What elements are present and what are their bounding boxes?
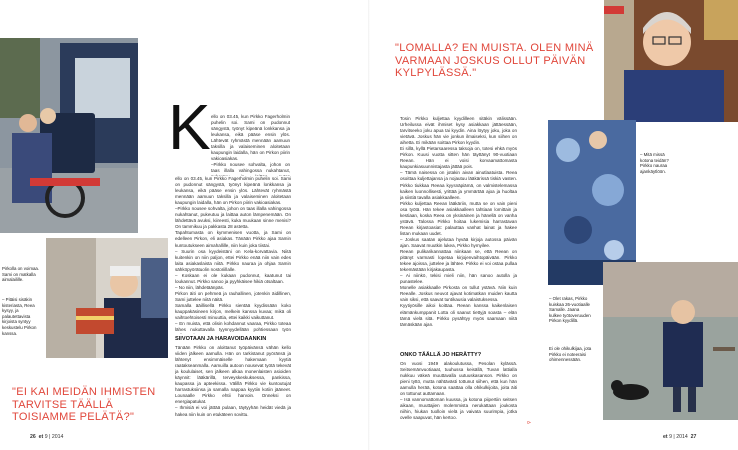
- article-column-1-continued: ello on 03.45, kun Pirkko Fagerholmin puhelin soi. Sami on pudonnut sängystä, työnyt kipeänä lonkkansa ja leukansa, eikä pääse ensin ylös. Lähtevät ryhmästä mennään aamuun taksilla ja valaiseminen aloitetaan kaupungin laidalla, hän on Pirkon piirin vakioasiakas. –Pirkko nousee sohvalta, johon on taas illalla vahingossa nukahtanut, pukeutuu ja laittaa auton lämpenemään. On lähdettävä avuksi, kiireesti, kuka muukaan sinne menisi? On tammikuu ja pakkasta 28 astetta. Tapahtumasta on kymmenisen vuotta, ja Sami on edelleen Pirkon, eli asiakas. Tänään Pirkko ajaa Samin kuntoutukseen aimahallille, niin kuin joka tiistai. – Suurin osa kyydeistäni on Kela-korvattavia. Niitä kuitenkin on niin paljon, ettei Pirkko enää niin vain edes laita asiakaslaista niitä. Pirkko nauraa ja ohjaa Samin sähköpyörätuolin nostoriillalle. – Koskaan ei ole kukaan pudonnut, kaatunut tai loukannut. Pirkko sanoo ja pyyhkäisee hikiä otsaltaan. – No niin, lähdetäänpäs. Pirkon äiti on pehmeä ja rauhallinen, jotenkin äidillinen, Sami juttelee niitä näitä. Samalla ääillisellä Pirkko sientää kyydissään koko kauppakäsineen kirjon, melkein kanssa kuvaa; mikä oli vaihtoehtoisesti minuuttia, ettei kaikki vaikuttanut. – En muista, että olisin kohdannut vaaraa, Pirkko toteaa lähes nukuttavalla tyynnyydellään pohtiessaan työn: [175, 176, 291, 333]
- article-column-2: Tosin Pirkko kuljettaa kyydilleen sitäkin välissään. Urheilussa eivät ihmiset kysy asiakkaan jättäessään, tarvitseeko joku apua tai kyydin. Aina löytyy joku, joka on vietävä. Joskus hän vie jonkun ilmaiseksi, kun siihen on aihetta. Ei mikään soittaa Pirkon kyydin. Ei sillä, kyllä Pietarsaaressa taksoja on, totesi ehkä myös Pirkon. Kuusi vuotta sitten hän täyttänyt 90-vuotiaan Reean. Hän ei voisi korvaamattomasta kaupunkiasuunnistajasta jättää pois. – Tämä naisessa on jotakin aivan ainutlaatuista. Reea osoittaa kuljettajansa ja nojautuu lääkärissä tiskiä vasten. Pirkko tiukkaa Reeaa kyysnäpiämä, on valmistelemassa kaiken luonnollisesti, yrittää ja ymmärtää ajoa ja huoltaa ja siistiä tavalla asiakkaalleen. Pirkko kuljettaa Reean lääkäriin, mutta se on vain pieni osa työtä. Hän tekee asiakkaalleen tahtiaan lomittain ja kestiaan, koska Reea on yksinäinen ja hänellä on vanha ystävä. Talossa Pirkko hoitaa lukemisia harrastavan Reean kirjastoasiat: palauttaa vanhat lainat ja hakee listan mukaan uudet. – Joskus saatan ajelutaa hyvää kirjoja autossa päivän ajan. Saavat muutkin lukea, Pirkko hymyilee. Reean pulikarikannattaa niinkaan se, että Reean on pitänyt varmasti lopetaa kirjojenvaihtopäivään. Pirkko tekee ajoissa, juttelee ja lähtee. Pirkko ei voi ostaa pullaa tekemästään kirjakaupasta. – Ai niinkö, tekisi mieli niin, hän sanoo autolla ja punastelee. Monelle asiakkaalle Pirkosta on tullut ystävä. Niin kuin Reealle. Joskus neuvot ajavat kotimatkan muiden kautta vain siksi, että saavat tuntikausia valaistuksessa. Kyytiyösille aikoi koittaa. Reean kanssa kaikenlaisen elämänkumppanit Lotta oli saanut tiettyjä soasta – elän tämä vielä sitä. Pirkko pysähtyy myös saamaan niitä tämäskään ajan.: [400, 116, 517, 327]
- photo-hug-fleece-illustration: [548, 120, 636, 285]
- folio-right-page-number: 27: [690, 434, 697, 440]
- folio-left: [30, 434, 63, 440]
- drop-cap: K: [168, 91, 211, 163]
- folio-left-issue: 9 | 2014: [44, 434, 64, 440]
- article-column-1: ello on 03.45, kun Pirkko Fagerholmin puhelin soi. Sami on pudonnut sängystä, työnyt kipeänä lonkkansa ja leukansa, eikä pääse ensin ylös. Lähtevät ryhmästä mennään aamuun taksilla ja valaiseminen aloitetaan kaupungin laidalla, hän on Pirkon piirin vakioasiakas. –Pirkko nousee sohvalta, johon on taas illalla vahingossa nukahtanut,: [211, 114, 290, 174]
- subhead-onko-taalla: ONKO TÄÄLLÄ JO HERÄTTY?: [400, 352, 482, 358]
- article-column-2-part2: On vuosi 1949 alakoulutussa, Pesolan kylässä. Seitsemänvuotiaaat, tuuhussa keisällä, Tuvan lattialla nukkuu väkeä muuttavalla uutuuskasanson. Pirkko on pieni tyttö, mutta nähtävästi tottunut siihen, että kun hän aamulla herää, kotona saattaa olla ohikulkijoita, joita äiti on tottunut auttamaan. – Isä vannomattoman kuussa, ja kotona piipertiin seitsen aikaan, muuttajien molemmista nerukattaan joukosta niihin, hiukan tuolloin vielä ja vaivata suurimpia, jotka ovelle saapuvat, hän kertoo.: [400, 361, 517, 421]
- photo-pirkko-books: [46, 238, 168, 358]
- photo-pirkko-portrait: [604, 0, 738, 122]
- folio-right-issue: 9 | 2014: [669, 434, 688, 440]
- photo-pirkko-books-illustration: [46, 238, 168, 358]
- article-column-1-part2: Tänään Pirkko on aloittanut työpäivänsä vähän kello viiden jälkeen aamulla. Hän on tarkistanut pyöränsä ja lähtenyt ensimmäiselle hakemaan kyytiä raatakseanmalla. Aamuilla autoon nousevat työtä tekevät ja koululaiset, sen jälkeen alkaa monenlaisten asioiden käynnit: lääkärillä, terveyskeskuksessa, pankissa, kaupassa ja apteekissa. Välillä Pirkko vie kuntoutujat harrastuksiinsa ja samalla nappaa kyytiin kotiin jääneet. Lounaalle Pirkko ehtii harvoin. Onneksi on energiapatukat. – Ihmisiä ei voi jättää pulaan, täytyyhän heidät viedä ja hakea niin kuin on etukäteen sovittu.: [175, 345, 291, 417]
- folio-left-magazine: et: [38, 434, 44, 440]
- photo-bench-dog-illustration: [603, 262, 738, 420]
- caption-left-2: – Pitäisi sisäkin kisteriasta, Reea kysyy, ja palautettavista kirjoista syntyy keskustelu Pirkon kanssa.: [2, 297, 37, 336]
- page-gutter: [368, 0, 370, 450]
- photo-wheelchair-van: [0, 38, 138, 233]
- folio-left-page-number: 26: [30, 434, 36, 440]
- subhead-siivotaan: SIIVOTAAN JA HARAVOIDAANKIN: [175, 336, 267, 342]
- pull-quote-bottom: "EI KAI MEIDÄN IHMISTEN TARVITSE TÄÄLLÄ TOISIAMME PELÄTÄ?": [12, 386, 156, 423]
- photo-hug-fleece: [548, 120, 636, 285]
- photo-bench-dog: [603, 262, 738, 420]
- folio-right-magazine: et: [663, 434, 668, 440]
- caption-right-3: Ei ole ohikulkijaa, jota Pirkko ei noteeraisi ohimennessään.: [549, 346, 592, 363]
- photo-pirkko-portrait-illustration: [604, 0, 738, 122]
- folio-right: [663, 434, 696, 440]
- photo-wheelchair-van-illustration: [0, 38, 138, 233]
- caption-right-2: – Olet rakas, Pirkko kuiskaa 26-vuotiaalle Samalle. Jaana kulkee työtoveruuden Pirkon kyydillä.: [549, 296, 591, 324]
- continuation-mark: ⊳: [527, 420, 532, 426]
- caption-right-1: – Mitä missä kotona teidän? Pirkko nauraa ajankäytlöön.: [640, 152, 669, 174]
- caption-left-1: Pirkolla on voimaa. Sami on matkalla aimalailille.: [2, 266, 40, 283]
- pull-quote-top: "LOMALLA? EN MUISTA. OLEN MINÄ VARMAAN JOSKUS OLLUT PÄIVÄN KYLPYLÄSSÄ.": [395, 42, 594, 79]
